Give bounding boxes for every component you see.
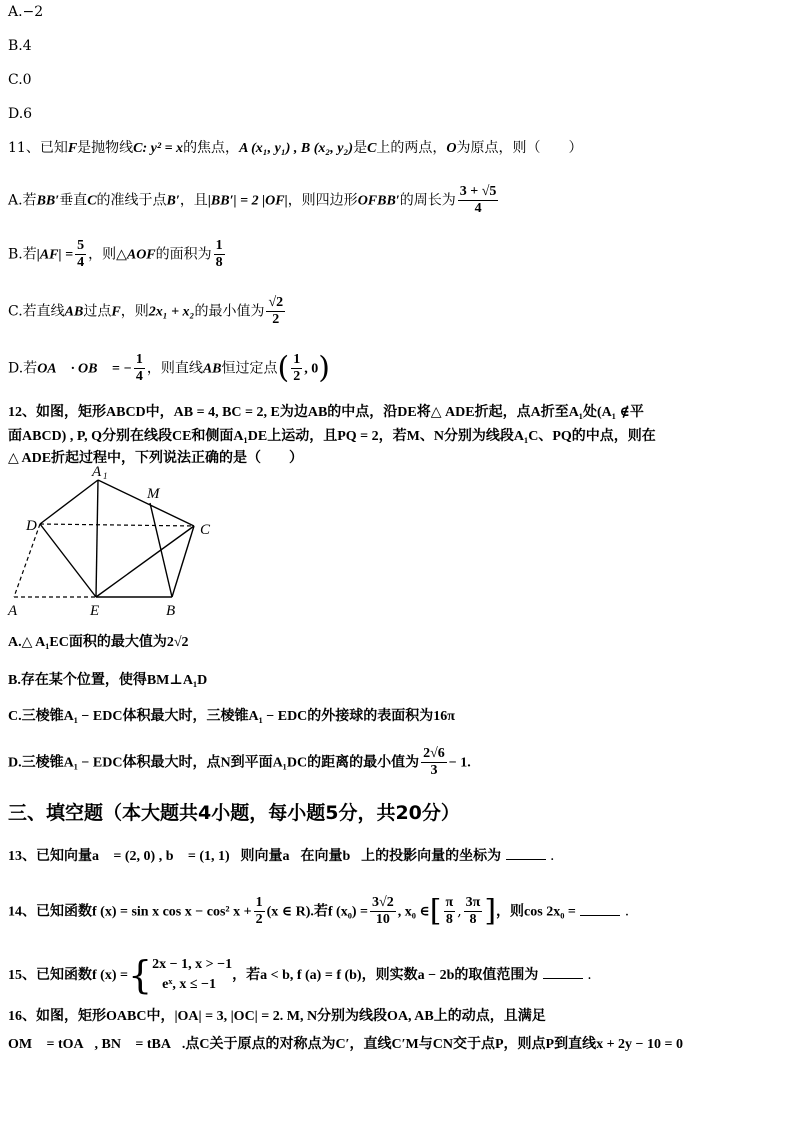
option-b-prev: B.4 (8, 38, 32, 54)
q12-stem-line1: 12、如图，矩形ABCD中，AB = 4, BC = 2, E为边AB的中点，沿DE将△ ADE折起，点A折至A₁处(A₁ ∉平 (8, 405, 644, 420)
option-d-prev: D.6 (8, 106, 33, 122)
q12-option-c: C.三棱锥A₁ − EDC体积最大时，三棱锥A₁ − EDC的外接球的表面积为16π (8, 709, 455, 724)
edge-a1-c (98, 480, 194, 526)
edge-c-b (172, 526, 194, 597)
q11-stem: 11、已知F是抛物线C: y² = x的焦点，A (x₁, y₁) , B (x₂, y₂)是C上的两点，O为原点，则（ ） (8, 140, 583, 156)
edge-e-d (40, 524, 96, 597)
label-d: D (26, 518, 37, 534)
option-a-prev: A.−2 (8, 4, 44, 20)
edge-e-c (96, 526, 194, 597)
section-3-title: 三、填空题（本大题共4小题，每小题5分，共20分） (8, 802, 460, 824)
q13: 13、已知向量a⃗ = (2, 0) , b⃗ = (1, 1)，则向量a⃗在向量b⃗上的投影向量的坐标为 . (8, 848, 555, 864)
q12-stem-line2: 面ABCD) , P, Q分别在线段CE和侧面A₁DE上运动，且PQ = 2，若M、N分别为线段A₁C、PQ的中点，则在 (8, 429, 656, 444)
edge-d-a-dashed (14, 524, 40, 597)
q12-option-b: B.存在某个位置，使得BM⊥A₁D (8, 673, 208, 688)
q12-stem-line3: △ ADE折起过程中，下列说法正确的是（ ） (8, 451, 304, 466)
q12-figure (0, 460, 240, 620)
q15-blank[interactable] (543, 966, 583, 979)
label-a1: A (92, 464, 102, 480)
q13-blank[interactable] (506, 847, 546, 860)
label-e: E (90, 603, 100, 619)
edge-d-a1 (40, 480, 98, 524)
q14: 14、已知函数f (x) = sin x cos x − cos² x + $\frac{1}{2}$ (x ∈ R).若f (x₀) = $\frac{3√2}{10}$ , x₀ ∈[ $\frac{\pi}{8}$ , $\frac{3\pi}{8}$ ]，则cos 2x₀ = . (8, 893, 630, 929)
option-c-prev: C.0 (8, 72, 32, 88)
edge-m-b (150, 503, 172, 597)
label-a: A (8, 603, 18, 619)
label-m: M (147, 486, 160, 502)
q11-option-b: B.若|AF| = $\frac{5}{4}$ ，则△AOF的面积为 $\frac{1}{8}$ (8, 238, 223, 270)
q16-line2: OM⃗ = tOA⃗, BN⃗ = tBA⃗.点C关于原点的对称点为C′，直线C′M与CN交于点P，则点P到直线x + 2y − 10 = 0 (8, 1037, 684, 1052)
label-c: C (200, 522, 211, 538)
q12-option-d: D.三棱锥A₁ − EDC体积最大时，点N到平面A₁DC的距离的最小值为 $\frac{2√6}{3}$ − 1. (8, 746, 471, 778)
q11-option-d: D.若OA⃗ · OB⃗ = − $\frac{1}{4}$ ，则直线AB恒过定点( $\frac{1}{2}$ , 0) (8, 350, 330, 386)
q16-line1: 16、如图，矩形OABC中，|OA| = 3, |OC| = 2. M, N分别为线段OA, AB上的动点，且满足 (8, 1009, 546, 1024)
q15: 15、已知函数f (x) ={ 2x − 1, x > −1 eˣ, x ≤ −1 ，若a < b, f (a) = f (b)，则实数a − 2b的取值范围为 . (8, 953, 592, 997)
q11-option-c: C.若直线AB过点F，则2x₁ + x₂的最小值为 $\frac{√2}{2}$ (8, 295, 284, 327)
edge-a1-e (96, 480, 98, 597)
label-a1-sub: 1 (103, 471, 108, 481)
q14-blank[interactable] (580, 903, 620, 916)
q11-option-a: A.若BB′垂直C的准线于点B′，且|BB′| = 2 |OF|，则四边形OFBB′的周长为 $\frac{3 + √5}{4}$ (8, 184, 497, 216)
label-b: B (166, 603, 176, 619)
edge-d-c-dashed (40, 524, 194, 526)
q12-option-a: A.△ A₁EC面积的最大值为2√2 (8, 635, 189, 650)
